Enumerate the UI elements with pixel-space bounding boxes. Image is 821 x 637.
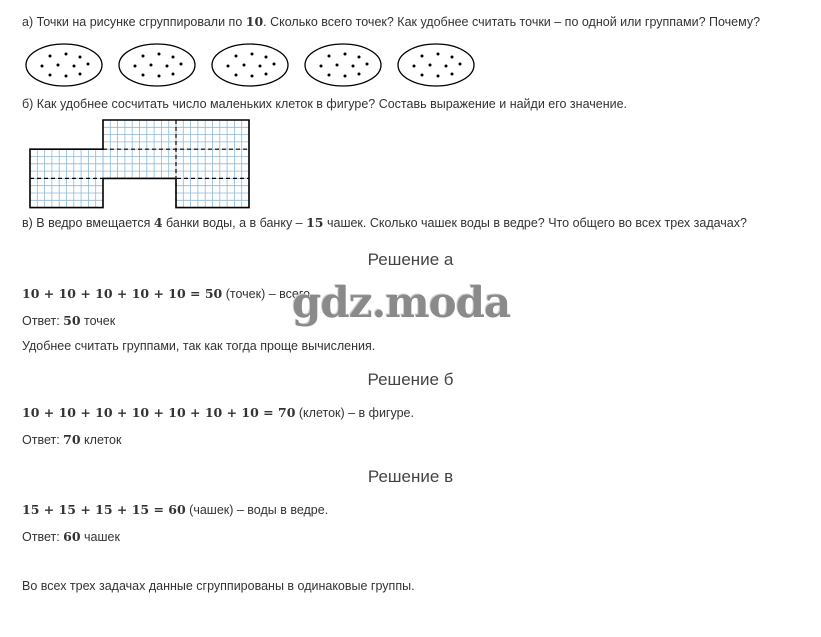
task-v-text-1: в) В ведро вмещается — [22, 216, 154, 230]
answer-unit: клеток — [80, 433, 122, 447]
cell-grid-figure — [28, 118, 253, 210]
dot — [421, 55, 424, 58]
solution-a-note: Удобнее считать группами, так как тогда проще вычисления. — [22, 339, 376, 353]
solution-a-expression — [22, 286, 314, 302]
solution-a-expr-tail: (точек) – всего. — [222, 287, 314, 301]
dot — [235, 74, 238, 77]
solution-a-answer — [22, 313, 115, 329]
dot — [134, 65, 137, 68]
dot-group-oval — [305, 44, 381, 86]
dot — [65, 53, 68, 56]
task-a — [22, 14, 760, 30]
solution-a-expr: 10 + 10 + 10 + 10 + 10 = 50 — [22, 286, 223, 301]
task-a-text-2: . Сколько всего точек? Как удобнее считать точки – по одной или группами? Почему? — [263, 15, 761, 29]
dot — [79, 56, 82, 59]
solution-a-heading: Решение а — [367, 250, 454, 269]
task-v-number-1: 4 — [153, 215, 163, 230]
dot — [358, 73, 361, 76]
dot — [251, 75, 254, 78]
solution-v-expr-tail: (чашек) – воды в ведре. — [185, 503, 329, 517]
dot — [142, 74, 145, 77]
dot — [366, 63, 369, 66]
dot — [49, 55, 52, 58]
dot — [158, 75, 161, 78]
solution-v-expression — [22, 502, 328, 518]
dot — [421, 74, 424, 77]
dot — [459, 63, 462, 66]
dot — [65, 75, 68, 78]
dot — [413, 65, 416, 68]
task-v-number-2: 15 — [306, 215, 324, 230]
answer-label: Ответ: — [22, 433, 64, 447]
dot — [79, 73, 82, 76]
dot — [259, 65, 262, 68]
dot — [352, 65, 355, 68]
task-v-text-3: чашек. Сколько чашек воды в ведре? Что общего во всех трех задачах? — [323, 216, 747, 230]
dot — [166, 65, 169, 68]
dot — [57, 64, 60, 67]
dot — [320, 65, 323, 68]
solution-v-expr: 15 + 15 + 15 + 15 = 60 — [22, 502, 186, 517]
conclusion: Во всех трех задачах данные сгруппированы в одинаковые группы. — [22, 579, 415, 593]
dot — [273, 63, 276, 66]
dot — [328, 74, 331, 77]
dot — [235, 55, 238, 58]
solution-b-expr-tail: (клеток) – в фигуре. — [295, 406, 414, 420]
solution-v-answer — [22, 529, 120, 545]
dot — [358, 56, 361, 59]
dot — [142, 55, 145, 58]
dot — [344, 75, 347, 78]
dot — [344, 53, 347, 56]
task-a-text-1: а) Точки на рисунке сгруппировали по — [22, 15, 246, 29]
dot-group-oval — [26, 44, 102, 86]
dot — [150, 64, 153, 67]
dot-group-oval — [119, 44, 195, 86]
dot — [251, 53, 254, 56]
dot — [243, 64, 246, 67]
dot — [87, 63, 90, 66]
dot — [41, 65, 44, 68]
dot — [49, 74, 52, 77]
solution-b-expr: 10 + 10 + 10 + 10 + 10 + 10 + 10 = 70 — [22, 405, 296, 420]
dot — [158, 53, 161, 56]
answer-value: 60 — [63, 529, 81, 544]
task-v-text-2: банки воды, а в банку – — [162, 216, 307, 230]
dot — [180, 63, 183, 66]
answer-value: 50 — [63, 313, 81, 328]
watermark-logo: gdz.moda — [292, 278, 511, 327]
dot — [172, 56, 175, 59]
dot — [328, 55, 331, 58]
dot — [172, 73, 175, 76]
dot — [445, 65, 448, 68]
dot-group-oval — [398, 44, 474, 86]
answer-unit: чашек — [80, 530, 120, 544]
solution-b-answer — [22, 432, 121, 448]
dot — [437, 53, 440, 56]
dot — [265, 73, 268, 76]
task-a-number: 10 — [245, 14, 264, 29]
solution-b-heading: Решение б — [367, 370, 454, 389]
solution-v-heading: Решение в — [367, 467, 454, 486]
dot — [451, 56, 454, 59]
dot-groups-figure — [22, 40, 492, 90]
solution-b-expression — [22, 405, 414, 421]
dot — [336, 64, 339, 67]
answer-label: Ответ: — [22, 314, 64, 328]
dot — [73, 65, 76, 68]
dot — [429, 64, 432, 67]
answer-value: 70 — [63, 432, 81, 447]
dot — [437, 75, 440, 78]
answer-unit: точек — [80, 314, 116, 328]
dot — [451, 73, 454, 76]
dot-group-oval — [212, 44, 288, 86]
answer-label: Ответ: — [22, 530, 64, 544]
task-b: б) Как удобнее сосчитать число маленьких клеток в фигуре? Составь выражение и найди его значение. — [22, 97, 628, 111]
task-v — [22, 215, 747, 231]
dot — [227, 65, 230, 68]
dot — [265, 56, 268, 59]
